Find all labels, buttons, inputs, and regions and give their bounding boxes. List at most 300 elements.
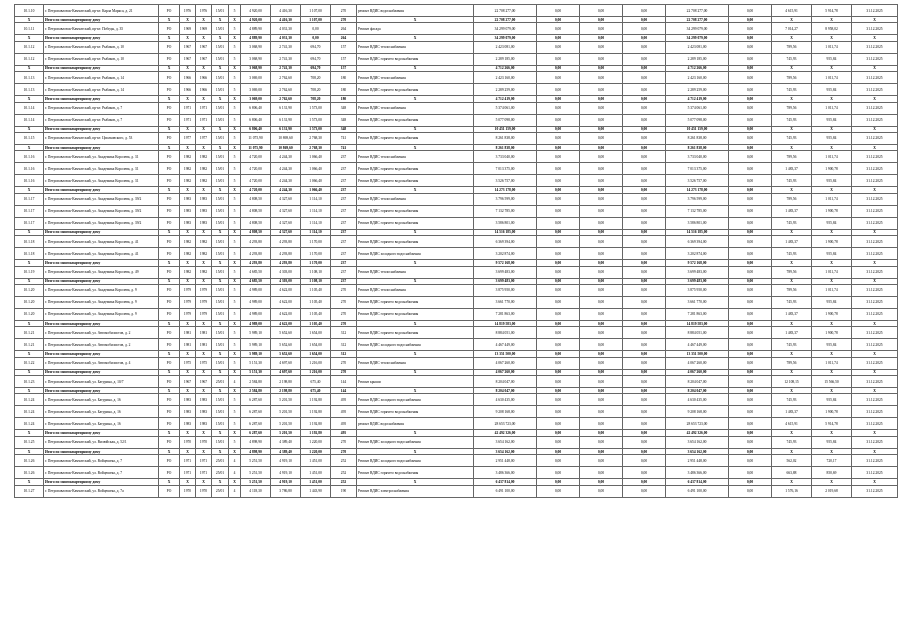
- address-cell: г. Петропавловск-Камчатский, пр-кт. Рыбаков, д. 10: [44, 53, 159, 65]
- y1-cell: 1983: [180, 205, 196, 217]
- c5-cell: 0,00: [729, 53, 772, 65]
- u2-cell: X: [812, 351, 852, 357]
- table-row: [15, 102, 898, 114]
- c3-cell: 0,00: [623, 72, 666, 84]
- c5-cell: 0,00: [729, 467, 772, 479]
- date-cell: 31.12.2025: [852, 266, 898, 278]
- date-cell: 31.12.2025: [852, 339, 898, 351]
- liv-cell: 4 293,80: [271, 260, 301, 266]
- c3-cell: 0,00: [623, 151, 666, 163]
- c2-cell: 0,00: [580, 369, 623, 375]
- e-cell: 5: [229, 406, 241, 418]
- f-cell: X: [212, 448, 229, 454]
- u2-cell: X: [812, 430, 852, 436]
- u1-cell: X: [772, 369, 812, 375]
- u1-cell: X: [772, 35, 812, 41]
- f-cell: X: [212, 35, 229, 41]
- type-cell: X: [159, 369, 180, 375]
- date-cell: 31.12.2025: [852, 406, 898, 418]
- f-cell: X: [212, 430, 229, 436]
- c1-cell: 0,00: [537, 114, 580, 126]
- c1-cell: 0,00: [537, 320, 580, 326]
- res-cell: 270: [331, 308, 357, 320]
- y1-cell: X: [180, 278, 196, 284]
- f-cell: X: [212, 229, 229, 235]
- u2-cell: 1 900,78: [812, 205, 852, 217]
- f-cell: X: [212, 17, 229, 23]
- c3-cell: 0,00: [623, 339, 666, 351]
- type-cell: РО: [159, 41, 180, 53]
- y2-cell: 1966: [196, 84, 212, 96]
- u2-cell: 1 011,74: [812, 266, 852, 278]
- type-cell: РО: [159, 132, 180, 144]
- own-cell: 1 573,00: [301, 126, 331, 132]
- res-cell: 495: [331, 394, 357, 406]
- f-cell: 25/01: [212, 376, 229, 388]
- liv-cell: 2 762,60: [271, 72, 301, 84]
- c5-cell: 0,00: [729, 132, 772, 144]
- date-cell: X: [852, 17, 898, 23]
- c2-cell: 0,00: [580, 394, 623, 406]
- c2-cell: 0,00: [580, 151, 623, 163]
- f-cell: X: [212, 351, 229, 357]
- date-cell: 31.12.2025: [852, 53, 898, 65]
- id-cell: 10.1.27: [15, 485, 44, 497]
- total-cell: 4 989,00: [241, 296, 271, 308]
- c5-cell: 0,00: [729, 278, 772, 284]
- c3-cell: 0,00: [623, 229, 666, 235]
- liv-cell: 10 869,60: [271, 132, 301, 144]
- res-cell: 264: [331, 35, 357, 41]
- cost-cell: 3 661 770,00: [474, 296, 537, 308]
- liv-cell: 4 244,30: [271, 175, 301, 187]
- u2-cell: 955,84: [812, 53, 852, 65]
- total-cell: 3 068,90: [241, 41, 271, 53]
- e-cell: 5: [229, 41, 241, 53]
- c1-cell: 0,00: [537, 351, 580, 357]
- id-cell: X: [15, 35, 44, 41]
- work-cell: Ремонт фасада: [357, 23, 474, 35]
- res-cell: 270: [331, 436, 357, 448]
- res-cell: 348: [331, 114, 357, 126]
- y2-cell: 1982: [196, 151, 212, 163]
- c4-cell: 3 586 801,00: [666, 217, 729, 229]
- c2-cell: 0,00: [580, 144, 623, 150]
- y1-cell: 1966: [180, 84, 196, 96]
- liv-cell: 2 762,60: [271, 84, 301, 96]
- c5-cell: 0,00: [729, 35, 772, 41]
- cost-cell: 7 132 785,00: [474, 205, 537, 217]
- c3-cell: 0,00: [623, 84, 666, 96]
- date-cell: 31.12.2025: [852, 436, 898, 448]
- total-cell: 3 069,00: [241, 84, 271, 96]
- own-cell: 1 216,00: [301, 357, 331, 369]
- c4-cell: 3 875 950,00: [666, 284, 729, 296]
- date-cell: 31.12.2025: [852, 308, 898, 320]
- res-cell: 312: [331, 327, 357, 339]
- f-cell: 25/01: [212, 467, 229, 479]
- date-cell: X: [852, 187, 898, 193]
- liv-cell: 2 198,80: [271, 388, 301, 394]
- id-cell: 10.1.17: [15, 217, 44, 229]
- own-cell: 1 192,80: [301, 430, 331, 436]
- u2-cell: X: [812, 388, 852, 394]
- e-cell: 5: [229, 132, 241, 144]
- res-cell: 237: [331, 229, 357, 235]
- type-cell: РО: [159, 193, 180, 205]
- work-cell: Ремонт ВДИС горячего водоснабжения: [357, 236, 474, 248]
- y1-cell: 1982: [180, 248, 196, 260]
- c4-cell: 14 273 178,00: [666, 187, 729, 193]
- type-cell: РО: [159, 357, 180, 369]
- res-cell: 237: [331, 175, 357, 187]
- c4-cell: 3 796 599,00: [666, 193, 729, 205]
- u1-cell: 1 483,37: [772, 406, 812, 418]
- cost-cell: 22 708 277,00: [474, 5, 537, 17]
- date-cell: X: [852, 369, 898, 375]
- cost-cell: 8 261 838,00: [474, 144, 537, 150]
- c5-cell: 0,00: [729, 126, 772, 132]
- y2-cell: 1976: [196, 5, 212, 17]
- liv-cell: 2 741,30: [271, 65, 301, 71]
- c2-cell: 0,00: [580, 96, 623, 102]
- u2-cell: 955,84: [812, 114, 852, 126]
- res-cell: 237: [331, 217, 357, 229]
- c2-cell: 0,00: [580, 41, 623, 53]
- f-cell: 15/01: [212, 406, 229, 418]
- address-cell: г. Петропавловск-Камчатский, ул. Академика Королева, д. 39/2: [44, 193, 159, 205]
- date-cell: X: [852, 65, 898, 71]
- work-cell: X: [357, 320, 474, 326]
- e-cell: X: [229, 430, 241, 436]
- u1-cell: 789,56: [772, 72, 812, 84]
- c1-cell: 0,00: [537, 394, 580, 406]
- cost-cell: 14 516 185,00: [474, 229, 537, 235]
- u2-cell: 1 011,74: [812, 193, 852, 205]
- c3-cell: 0,00: [623, 114, 666, 126]
- e-cell: 5: [229, 175, 241, 187]
- own-cell: 2 768,30: [301, 144, 331, 150]
- liv-cell: 6 131,90: [271, 102, 301, 114]
- f-cell: 25/01: [212, 455, 229, 467]
- u2-cell: 1 900,78: [812, 327, 852, 339]
- u2-cell: 8 958,02: [812, 23, 852, 35]
- c1-cell: 0,00: [537, 229, 580, 235]
- u2-cell: 720,17: [812, 455, 852, 467]
- y2-cell: X: [196, 35, 212, 41]
- y2-cell: 1982: [196, 266, 212, 278]
- address-cell: г. Петропавловск-Камчатский, ул. Автомобилистов, д. 2: [44, 339, 159, 351]
- total-cell: 5 251,50: [241, 467, 271, 479]
- work-cell: Ремонт ВДИС электроснабжения: [357, 485, 474, 497]
- c1-cell: 0,00: [537, 187, 580, 193]
- u2-cell: 955,84: [812, 339, 852, 351]
- f-cell: 15/01: [212, 327, 229, 339]
- type-cell: РО: [159, 72, 180, 84]
- type-cell: X: [159, 278, 180, 284]
- c5-cell: 0,00: [729, 320, 772, 326]
- subtotal-label-cell: Итого по многоквартирному дому: [44, 388, 159, 394]
- f-cell: 15/01: [212, 205, 229, 217]
- address-cell: г. Петропавловск-Камчатский, пр-кт. Рыбаков, д. 14: [44, 84, 159, 96]
- work-cell: X: [357, 126, 474, 132]
- address-cell: г. Петропавловск-Камчатский, пр-кт. Карла Маркса, д. 21: [44, 5, 159, 17]
- u1-cell: 663,88: [772, 467, 812, 479]
- liv-cell: 4 919,10: [271, 479, 301, 485]
- y1-cell: 1982: [180, 151, 196, 163]
- liv-cell: 2 741,30: [271, 53, 301, 65]
- u2-cell: X: [812, 479, 852, 485]
- res-cell: 270: [331, 320, 357, 326]
- c5-cell: 0,00: [729, 217, 772, 229]
- c3-cell: 0,00: [623, 17, 666, 23]
- id-cell: X: [15, 351, 44, 357]
- y1-cell: 1975: [180, 357, 196, 369]
- res-cell: 237: [331, 205, 357, 217]
- total-cell: 5 251,50: [241, 455, 271, 467]
- c5-cell: 0,00: [729, 266, 772, 278]
- own-cell: 1 443,90: [301, 485, 331, 497]
- liv-cell: 4 622,00: [271, 308, 301, 320]
- c5-cell: 0,00: [729, 436, 772, 448]
- c2-cell: 0,00: [580, 418, 623, 430]
- liv-cell: 2 741,30: [271, 41, 301, 53]
- res-cell: 270: [331, 369, 357, 375]
- e-cell: 5: [229, 357, 241, 369]
- address-cell: г. Петропавловск-Камчатский, пр-кт. Рыбаков, д. 10: [44, 41, 159, 53]
- e-cell: 5: [229, 339, 241, 351]
- c1-cell: 0,00: [537, 205, 580, 217]
- c2-cell: 0,00: [580, 17, 623, 23]
- id-cell: 10.1.14: [15, 114, 44, 126]
- e-cell: 4: [229, 467, 241, 479]
- address-cell: г. Петропавловск-Камчатский, ул. Вилюйская, д. 52/1: [44, 436, 159, 448]
- e-cell: 5: [229, 102, 241, 114]
- work-cell: X: [357, 96, 474, 102]
- table-row: [15, 217, 898, 229]
- c3-cell: 0,00: [623, 296, 666, 308]
- u2-cell: 1 011,74: [812, 41, 852, 53]
- u2-cell: 5 914,78: [812, 5, 852, 17]
- type-cell: РО: [159, 376, 180, 388]
- c4-cell: 4 712 266,00: [666, 65, 729, 71]
- res-cell: 157: [331, 41, 357, 53]
- y1-cell: X: [180, 369, 196, 375]
- cost-cell: 4 712 419,00: [474, 96, 537, 102]
- table-row: [15, 5, 898, 17]
- u1-cell: 745,93: [772, 84, 812, 96]
- res-cell: 495: [331, 418, 357, 430]
- c2-cell: 0,00: [580, 357, 623, 369]
- e-cell: 5: [229, 394, 241, 406]
- u2-cell: X: [812, 448, 852, 454]
- e-cell: 5: [229, 327, 241, 339]
- c2-cell: 0,00: [580, 278, 623, 284]
- total-cell: 4 989,00: [241, 320, 271, 326]
- c4-cell: 4 067 260,00: [666, 357, 729, 369]
- c2-cell: 0,00: [580, 448, 623, 454]
- own-cell: 1 192,80: [301, 406, 331, 418]
- type-cell: РО: [159, 84, 180, 96]
- f-cell: 15/01: [212, 284, 229, 296]
- work-cell: Ремонт ВДИС горячего водоснабжения: [357, 406, 474, 418]
- own-cell: 1 451,00: [301, 467, 331, 479]
- c5-cell: 0,00: [729, 163, 772, 175]
- c1-cell: 0,00: [537, 369, 580, 375]
- document-page: [14, 4, 893, 636]
- c5-cell: 0,00: [729, 187, 772, 193]
- u1-cell: 745,93: [772, 114, 812, 126]
- y2-cell: 1971: [196, 114, 212, 126]
- own-cell: 1 654,00: [301, 339, 331, 351]
- work-cell: X: [357, 430, 474, 436]
- c2-cell: 0,00: [580, 35, 623, 41]
- y2-cell: X: [196, 278, 212, 284]
- id-cell: 10.1.26: [15, 455, 44, 467]
- own-cell: 1 105,40: [301, 284, 331, 296]
- subtotal-label-cell: Итого по многоквартирному дому: [44, 369, 159, 375]
- e-cell: X: [229, 187, 241, 193]
- total-cell: 5 251,50: [241, 479, 271, 485]
- date-cell: X: [852, 430, 898, 436]
- subtotal-label-cell: Итого по многоквартирному дому: [44, 144, 159, 150]
- c4-cell: 9 208 168,00: [666, 406, 729, 418]
- liv-cell: 4 416,30: [271, 17, 301, 23]
- total-cell: 11 075,90: [241, 132, 271, 144]
- e-cell: 5: [229, 205, 241, 217]
- type-cell: РО: [159, 5, 180, 17]
- u1-cell: 745,93: [772, 132, 812, 144]
- cost-cell: 6 369 394,00: [474, 236, 537, 248]
- c4-cell: 2 289 185,00: [666, 53, 729, 65]
- c1-cell: 0,00: [537, 193, 580, 205]
- c5-cell: 0,00: [729, 41, 772, 53]
- id-cell: X: [15, 320, 44, 326]
- y2-cell: X: [196, 430, 212, 436]
- work-cell: Ремонт ВДИС теплоснабжения: [357, 193, 474, 205]
- table-row: [15, 151, 898, 163]
- total-cell: 11 075,90: [241, 144, 271, 150]
- c1-cell: 0,00: [537, 376, 580, 388]
- cost-cell: 2 423 160,00: [474, 72, 537, 84]
- u1-cell: 4 615,91: [772, 418, 812, 430]
- y1-cell: X: [180, 126, 196, 132]
- e-cell: X: [229, 17, 241, 23]
- liv-cell: 2 762,60: [271, 96, 301, 102]
- c4-cell: 2 423 160,00: [666, 72, 729, 84]
- id-cell: X: [15, 17, 44, 23]
- c1-cell: 0,00: [537, 357, 580, 369]
- e-cell: 5: [229, 151, 241, 163]
- type-cell: РО: [159, 53, 180, 65]
- f-cell: X: [212, 96, 229, 102]
- c1-cell: 0,00: [537, 284, 580, 296]
- address-cell: г. Петропавловск-Камчатский, ул. Академика Королева, д. 9: [44, 296, 159, 308]
- u1-cell: 1 483,37: [772, 327, 812, 339]
- own-cell: 1 114,10: [301, 217, 331, 229]
- u1-cell: 745,93: [772, 217, 812, 229]
- address-cell: г. Петропавловск-Камчатский, ул. Войцешека, д. 7: [44, 467, 159, 479]
- c3-cell: 0,00: [623, 308, 666, 320]
- y1-cell: 1979: [180, 308, 196, 320]
- res-cell: 741: [331, 144, 357, 150]
- cost-cell: 4 712 266,00: [474, 65, 537, 71]
- u2-cell: 955,84: [812, 436, 852, 448]
- y1-cell: X: [180, 65, 196, 71]
- liv-cell: 5 201,50: [271, 394, 301, 406]
- e-cell: 4: [229, 485, 241, 497]
- total-cell: 5 989,10: [241, 327, 271, 339]
- address-cell: г. Петропавловск-Камчатский, ул. Академика Королева, д. 41: [44, 236, 159, 248]
- u2-cell: X: [812, 126, 852, 132]
- c2-cell: 0,00: [580, 327, 623, 339]
- table-row: [15, 205, 898, 217]
- own-cell: 1 066,40: [301, 151, 331, 163]
- cost-cell: 8 261 838,00: [474, 132, 537, 144]
- u1-cell: X: [772, 430, 812, 436]
- date-cell: 31.12.2025: [852, 296, 898, 308]
- c2-cell: 0,00: [580, 102, 623, 114]
- y1-cell: 1983: [180, 193, 196, 205]
- date-cell: X: [852, 35, 898, 41]
- c3-cell: 0,00: [623, 266, 666, 278]
- work-cell: X: [357, 35, 474, 41]
- y2-cell: 1969: [196, 23, 212, 35]
- work-cell: Ремонт ВДИС холодного водоснабжения: [357, 248, 474, 260]
- c3-cell: 0,00: [623, 53, 666, 65]
- c4-cell: 3 733 040,00: [666, 151, 729, 163]
- work-cell: Ремонт ВДИС теплоснабжения: [357, 41, 474, 53]
- id-cell: 10.1.21: [15, 339, 44, 351]
- f-cell: 15/01: [212, 84, 229, 96]
- liv-cell: 5 201,50: [271, 418, 301, 430]
- address-cell: г. Петропавловск-Камчатский, ул. Батурина, д. 16: [44, 406, 159, 418]
- c1-cell: 0,00: [537, 485, 580, 497]
- res-cell: 144: [331, 376, 357, 388]
- type-cell: X: [159, 65, 180, 71]
- u1-cell: X: [772, 65, 812, 71]
- c4-cell: 7 132 785,00: [666, 205, 729, 217]
- u1-cell: X: [772, 278, 812, 284]
- c1-cell: 0,00: [537, 266, 580, 278]
- id-cell: 10.1.10: [15, 5, 44, 17]
- c4-cell: 4 467 449,00: [666, 339, 729, 351]
- total-cell: 4 920,00: [241, 5, 271, 17]
- liv-cell: 4 919,10: [271, 455, 301, 467]
- cost-cell: 3 486 366,00: [474, 467, 537, 479]
- u2-cell: 1 011,74: [812, 284, 852, 296]
- y2-cell: 1982: [196, 236, 212, 248]
- total-cell: 3 069,00: [241, 72, 271, 84]
- c5-cell: 0,00: [729, 151, 772, 163]
- cost-cell: 14 273 178,00: [474, 187, 537, 193]
- u1-cell: 1 483,37: [772, 205, 812, 217]
- e-cell: X: [229, 65, 241, 71]
- c5-cell: 0,00: [729, 430, 772, 436]
- liv-cell: 4 327,60: [271, 193, 301, 205]
- id-cell: 10.1.26: [15, 467, 44, 479]
- id-cell: X: [15, 126, 44, 132]
- date-cell: 31.12.2025: [852, 205, 898, 217]
- liv-cell: 4 622,00: [271, 284, 301, 296]
- c1-cell: 0,00: [537, 126, 580, 132]
- date-cell: 31.12.2025: [852, 23, 898, 35]
- y1-cell: 1977: [180, 132, 196, 144]
- id-cell: 10.1.23: [15, 376, 44, 388]
- c5-cell: 0,00: [729, 96, 772, 102]
- cost-cell: 22 708 277,00: [474, 17, 537, 23]
- type-cell: X: [159, 260, 180, 266]
